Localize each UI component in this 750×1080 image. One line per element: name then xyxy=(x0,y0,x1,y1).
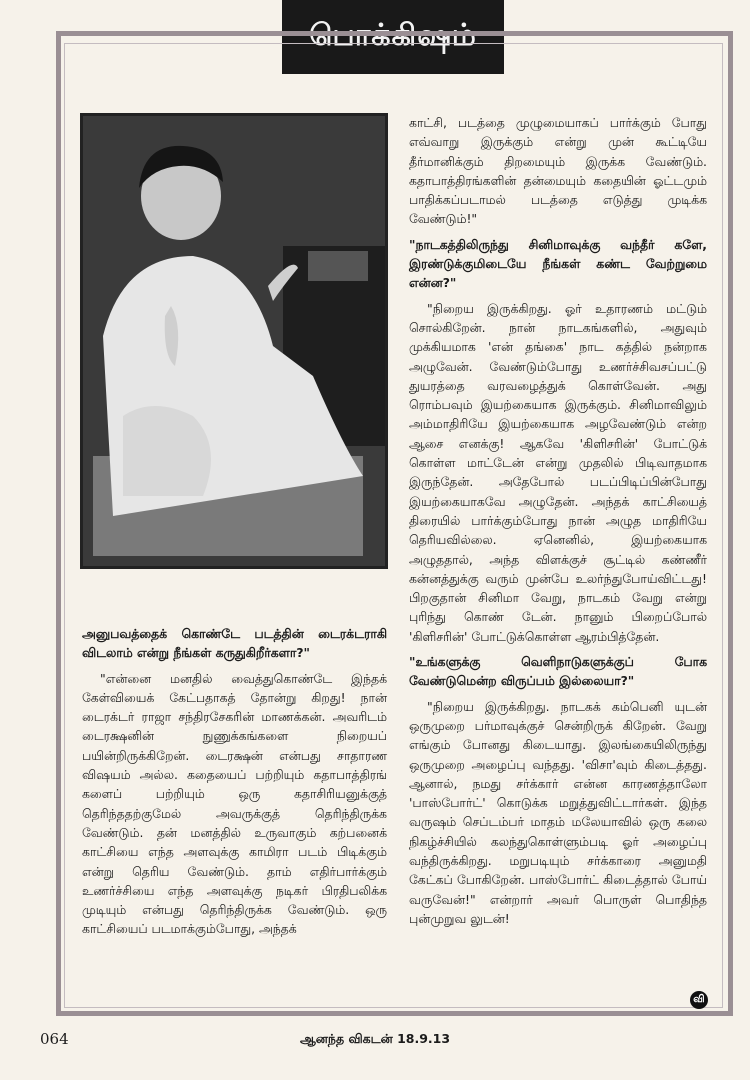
answer-continuation: காட்சி, படத்தை முழுமையாகப் பார்க்கும் போது எவ்வாறு இருக்கும் என்று முன் கூட்டியே தீர்மானிக்கும் திறமையும் இருக்க வேண்டும். கதாபாத்திரங்களின் தன்மையும் கதையின் ஓட்டமும் பாதிக்கப்படாமல் படத்தை எடுத்து முடிக்க வேண்டும்!" xyxy=(409,115,707,227)
answer-paragraph: "என்னை மனதில் வைத்துகொண்டே இந்தக் கேள்வியைக் கேட்பதாகத் தோன்று கிறது! நான் டைரக்டர் ராஜா சந்திரசேகரின் மாணக்கன். அவரிடம் டைரக்ஷனின் நுணுக்கங்களை நிறையப் பயின்றிருக்கிறேன். டைரக்ஷன் என்பது சாதாரண விஷயம் அல்ல. கதையைப் பற்றியும் கதாபாத்திரங் களைப் பற்றியும் ஒரு கதாசிரியனுக்குத் தெரிந்ததற்குமேல் அவருக்குத் தெரிந்திருக்க வேண்டும். தன் மனத்தில் உருவாகும் கற்பனைக் காட்சியை எந்த அளவுக்கு காமிரா படம் பிடிக்கும் என்று தெரிய வேண்டும். தாம் எதிர்பார்க்கும் உணர்ச்சியை எந்த அளவுக்கு நடிகர் பிரதிபலிக்க முடியும் என்பது தெரிந்திருக்க வேண்டும். ஒரு காட்சியைப் படமாக்கும்போது, அந்தக் xyxy=(82,670,387,937)
question-continuation: அனுபவத்தைக் கொண்டே படத்தின் டைரக்டராகி விடலாம் என்று நீங்கள் கருதுகிறீர்களா?" xyxy=(82,626,387,661)
right-column xyxy=(409,113,707,934)
portrait-photo xyxy=(80,113,388,569)
page-number: 064 xyxy=(40,1030,69,1048)
portrait-photo-icon xyxy=(83,116,385,566)
question-heading: "நாடகத்திலிருந்து சினிமாவுக்கு வந்தீர் களே, இரண்டுக்குமிடையே நீங்கள் கண்ட வேற்றுமை என்ன?" xyxy=(409,236,707,291)
publication-footer: ஆனந்த விகடன் 18.9.13 xyxy=(300,1031,451,1046)
answer-paragraph: "நிறைய இருக்கிறது. நாடகக் கம்பெனி யுடன் ஒருமுறை பர்மாவுக்குச் சென்றிருக் கிறேன். வேறு எங்கும் போனது கிடையாது. இலங்கையிலிருந்து ஒருமுறை அழைப்பு வந்தது. 'விசா'வும் கிடைத்தது. ஆனால், நமது சர்க்கார் என்ன காரணத்தாலோ 'பாஸ்போர்ட்' கொடுக்க மறுத்துவிட்டார்கள். இந்த வருஷம் செப்டம்பர் மாதம் மலேயாவில் ஒரு கலை நிகழ்ச்சியில் கலந்துகொள்ளும்படி ஓர் அழைப்பு வந்திருக்கிறது. மறுபடியும் சர்க்காரை அனுமதி கேட்கப் போகிறேன். பாஸ்போர்ட் கிடைத்தால் போய் வருவேன்!" என்றார் அவர் பொருள் பொதிந்த புன்முறுவ லுடன்! xyxy=(409,698,707,926)
answer-paragraph: "நிறைய இருக்கிறது. ஓர் உதாரணம் மட்டும் சொல்கிறேன். நான் நாடகங்களில், அதுவும் முக்கியமாக 'என் தங்கை' நாட கத்தில் நன்றாக அழுவேன். வேண்டும்போது உணர்ச்சிவசப்பட்டு துயரத்தை வரவழைத்துக் கொள்வேன். அது ரொம்பவும் இயற்கையாக இருக்கும். சினிமாவிலும் அம்மாதிரியே இயற்கையாக அழவேண்டும் என்ற ஆசை எனக்கு! ஆகவே 'கிளிசரின்' போட்டுக் கொள்ள மாட்டேன் என்று முதலில் பிடிவாதமாக இருந்தேன். அதேபோல் படப்பிடிப்பின்போது இயற்கையாகவே அழுதேன். அந்தக் காட்சியைத் திரையில் பார்க்கும்போது நான் அழுத மாதிரியே தெரியவில்லை. ஏனெனில், இயற்கையாக அழுததால், அந்த விளக்குச் சூட்டில் கண்ணீர் கன்னத்துக்கு வரும் முன்பே உலர்ந்துபோய்விட்டது! பிறகுதான் சினிமா வேறு, நாடகம் வேறு என்று புரிந்து கொண் டேன். நானும் பிறைப்போல் 'கிளிசரின்' போட்டுக்கொள்ள ஆரம்பித்தேன். xyxy=(409,300,707,644)
author-signature: வி xyxy=(690,991,708,1009)
masthead-title: பொக்கிஷம் xyxy=(309,17,477,53)
left-column xyxy=(82,624,387,945)
question-heading: "உங்களுக்கு வெளிநாடுகளுக்குப் போக வேண்டுமென்ற விருப்பம் இல்லையா?" xyxy=(409,654,707,689)
